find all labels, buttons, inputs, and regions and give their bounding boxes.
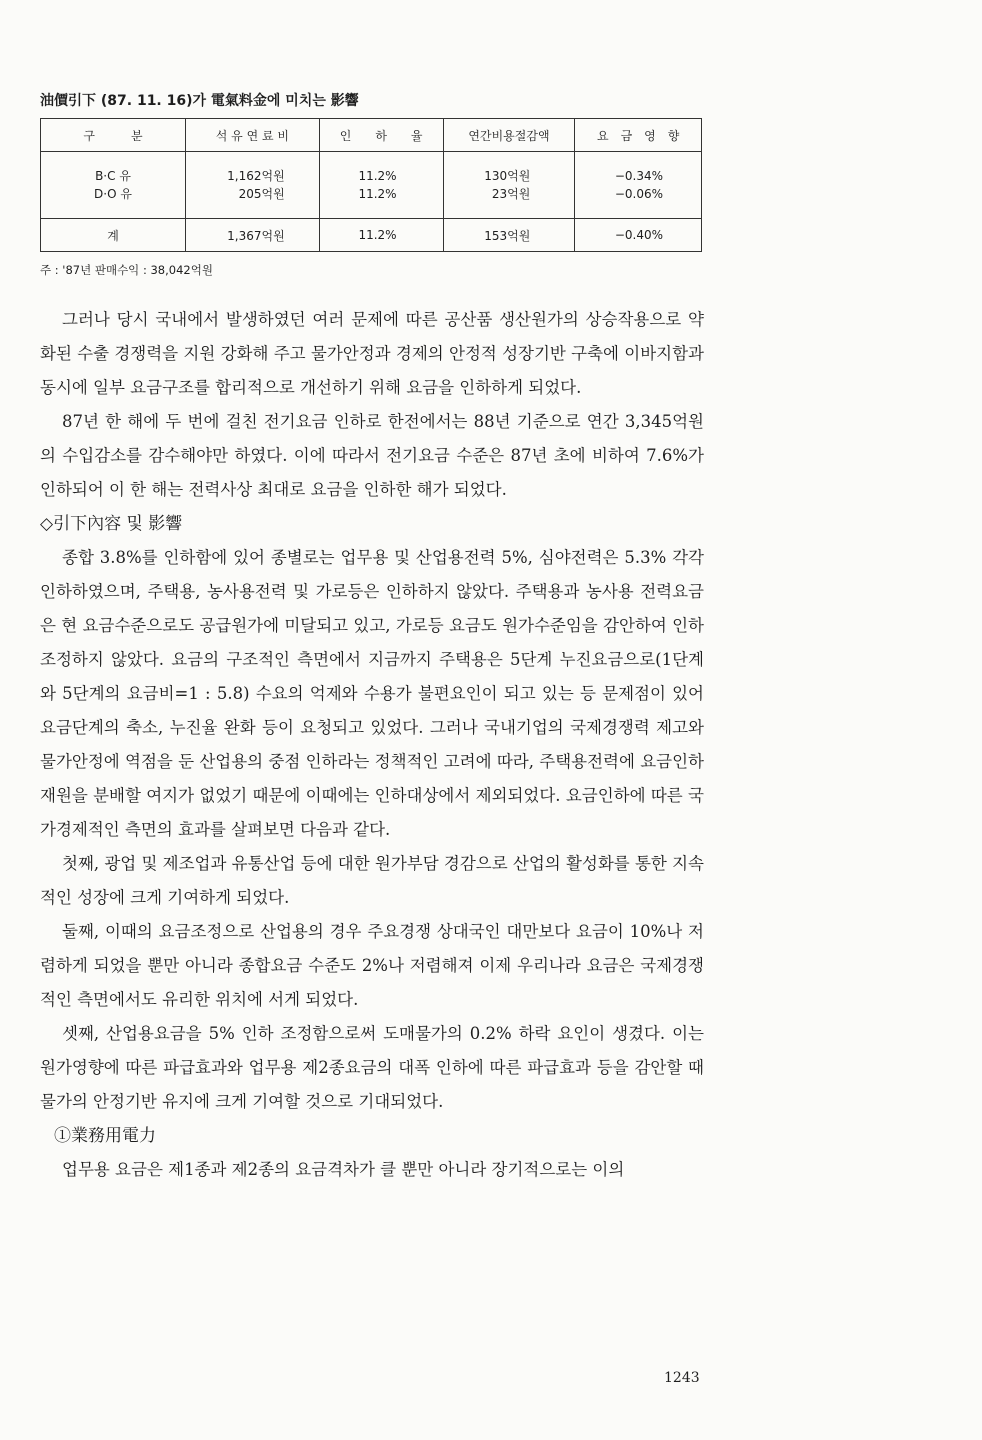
total-category: 계	[41, 219, 186, 252]
table-row	[41, 152, 702, 219]
section-heading: ◇引下內容 및 影響	[40, 514, 183, 534]
paragraph: 둘째, 이때의 요금조정으로 산업용의 경우 주요경쟁 상대국인 대만보다 요금이 10%나 저렴하게 되었을 뿐만 아니라 종합요금 수준도 2%나 저렴해져 이제 우리나라 요금은 국제경쟁적인 측면에서도 유리한 위치에 서게 되었다.	[40, 922, 704, 1009]
effect-bc: −0.34%	[614, 169, 663, 183]
header-effect: 요 금 영 향	[575, 119, 702, 152]
fuel-cost-do: 205억원	[238, 187, 285, 201]
cell-fuel-cost	[186, 152, 320, 219]
body-text	[40, 303, 704, 1187]
total-saving: 153억원	[443, 219, 575, 252]
cell-category	[41, 152, 186, 219]
paragraph: 87년 한 해에 두 번에 걸친 전기요금 인하로 한전에서는 88년 기준으로 연간 3,345억원의 수입감소를 감수해야만 하였다. 이에 따라서 전기요금 수준은 87년 초에 비하여 7.6%가 인하되어 이 한 해는 전력사상 최대로 요금을 인하한 해가 되었다.	[40, 412, 704, 499]
total-fuel-cost: 1,367억원	[186, 219, 320, 252]
table-header-row	[41, 119, 702, 152]
paragraph: 업무용 요금은 제1종과 제2종의 요금격차가 클 뿐만 아니라 장기적으로는 이의	[62, 1160, 625, 1179]
saving-do: 23억원	[491, 187, 531, 201]
table-title: 油價引下 (87. 11. 16)가 電氣料金에 미치는 影響	[40, 93, 359, 109]
header-fuel-cost: 석 유 연 료 비	[186, 119, 320, 152]
category-bc: B·C 유	[95, 169, 131, 183]
header-rate: 인 하 율	[319, 119, 443, 152]
saving-bc: 130억원	[484, 169, 531, 183]
paragraph: 첫째, 광업 및 제조업과 유통산업 등에 대한 원가부담 경감으로 산업의 활성화를 통한 지속적인 성장에 크게 기여하게 되었다.	[40, 854, 704, 907]
paragraph: 그러나 당시 국내에서 발생하였던 여러 문제에 따른 공산품 생산원가의 상승작용으로 약화된 수출 경쟁력을 지원 강화해 주고 물가안정과 경제의 안정적 성장기반 구축에 이바지함과 동시에 일부 요금구조를 합리적으로 개선하기 위해 요금을 인하하게 되었다.	[40, 310, 704, 397]
rate-bc: 11.2%	[358, 169, 397, 183]
cell-rate	[319, 152, 443, 219]
category-do: D·O 유	[94, 187, 132, 201]
table-note: 주 : '87년 판매수익 : 38,042억원	[40, 263, 213, 277]
cell-effect	[575, 152, 702, 219]
fuel-cost-bc: 1,162억원	[227, 169, 285, 183]
total-effect: −0.40%	[575, 219, 702, 252]
subheading: ①業務用電力	[54, 1126, 156, 1146]
oil-price-effect-table	[40, 118, 702, 252]
table-total-row	[41, 219, 702, 252]
effect-do: −0.06%	[614, 187, 663, 201]
paragraph: 셋째, 산업용요금을 5% 인하 조정함으로써 도매물가의 0.2% 하락 요인이 생겼다. 이는 원가영향에 따른 파급효과와 업무용 제2종요금의 대폭 인하에 따른 파급효과 등을 감안할 때 물가의 안정기반 유지에 크게 기여할 것으로 기대되었다.	[40, 1024, 704, 1111]
header-saving: 연간비용절감액	[443, 119, 575, 152]
page-number: 1243	[664, 1370, 700, 1386]
rate-do: 11.2%	[358, 187, 397, 201]
cell-saving	[443, 152, 575, 219]
header-category: 구 분	[41, 119, 186, 152]
paragraph: 종합 3.8%를 인하함에 있어 종별로는 업무용 및 산업용전력 5%, 심야전력은 5.3% 각각 인하하였으며, 주택용, 농사용전력 및 가로등은 인하하지 않았다. 주택용과 농사용 전력요금은 현 요금수준으로도 공급원가에 미달되고 있고, 가로등 요금도 원가수준임을 감안하여 인하조정하지 않았다. 요금의 구조적인 측면에서 지금까지 주택용은 5단계 누진요금으로(1단계와 5단계의 요금비=1 : 5.8) 수요의 억제와 수용가 불편요인이 되고 있는 등 문제점이 있어 요금단계의 축소, 누진율 완화 등이 요청되고 있었다. 그러나 국내기업의 국제경쟁력 제고와 물가안정에 역점을 둔 산업용의 중점 인하라는 정책적인 고려에 따라, 주택용전력에 요금인하 재원을 분배할 여지가 없었기 때문에 이때에는 인하대상에서 제외되었다. 요금인하에 따른 국가경제적인 측면의 효과를 살펴보면 다음과 같다.	[40, 548, 704, 839]
total-rate: 11.2%	[319, 219, 443, 252]
